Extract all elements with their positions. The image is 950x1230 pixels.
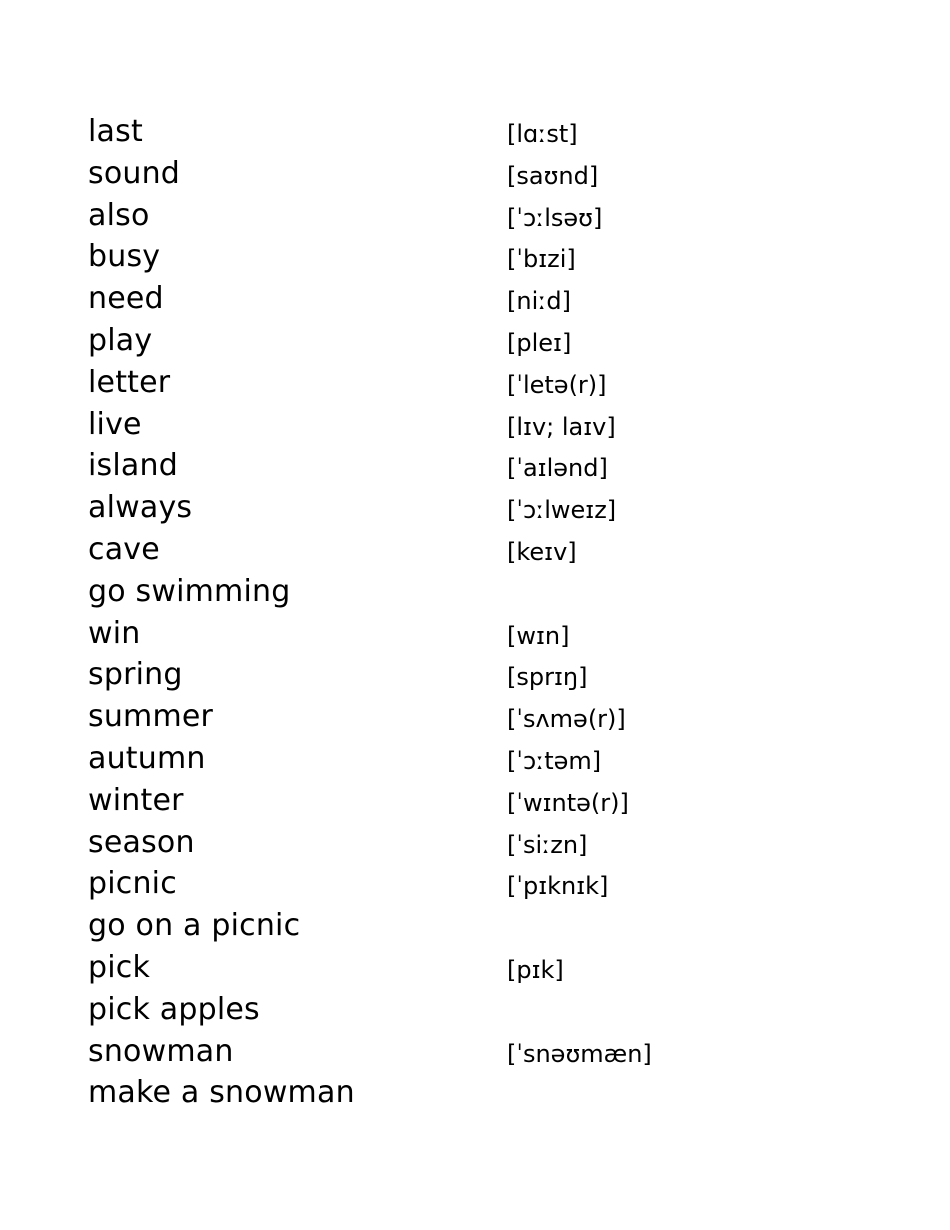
vocab-phonetic: [ˈbɪzi] <box>507 245 576 274</box>
vocab-word: island <box>88 448 178 484</box>
vocab-phonetic: [lɑːst] <box>507 120 578 148</box>
vocab-row <box>88 865 848 907</box>
vocab-word: season <box>88 824 195 860</box>
vocab-row <box>88 489 848 531</box>
vocab-row <box>88 907 848 949</box>
vocab-word: pick apples <box>88 991 260 1027</box>
vocab-word: autumn <box>88 740 206 776</box>
vocab-word: snowman <box>88 1033 234 1069</box>
vocab-phonetic: [pleɪ] <box>507 328 572 357</box>
vocab-phonetic: [ˈaɪlənd] <box>507 454 608 483</box>
vocab-word: go swimming <box>88 573 291 609</box>
vocab-word: busy <box>88 239 161 275</box>
vocab-row <box>88 113 848 155</box>
vocab-row <box>88 322 848 364</box>
vocab-word: need <box>88 281 164 317</box>
vocab-word: summer <box>88 699 214 735</box>
vocab-word: winter <box>88 782 184 818</box>
vocab-phonetic: [ˈpɪknɪk] <box>507 872 609 901</box>
vocab-row <box>88 364 848 406</box>
vocab-row <box>88 740 848 782</box>
vocabulary-list <box>88 113 848 1116</box>
vocab-phonetic: [ˈletə(r)] <box>507 370 607 399</box>
vocab-phonetic: [niːd] <box>507 287 571 316</box>
vocab-phonetic: [saʊnd] <box>507 161 599 190</box>
vocab-row <box>88 238 848 280</box>
vocab-row <box>88 615 848 657</box>
vocab-word: letter <box>88 364 171 400</box>
vocab-row <box>88 656 848 698</box>
vocab-phonetic: [ˈɔːlweɪz] <box>507 496 617 525</box>
vocab-row <box>88 155 848 197</box>
vocab-row <box>88 531 848 573</box>
vocab-word: picnic <box>88 866 177 902</box>
vocab-row <box>88 197 848 239</box>
vocab-word: spring <box>88 657 183 693</box>
vocab-word: win <box>88 615 141 651</box>
vocab-word: cave <box>88 531 160 567</box>
vocab-phonetic: [sprɪŋ] <box>507 663 588 692</box>
vocab-row <box>88 1074 848 1116</box>
vocab-phonetic: [pɪk] <box>507 955 564 984</box>
vocab-phonetic: [ˈsʌmə(r)] <box>507 705 626 734</box>
vocab-phonetic: [ˈsnəʊmæn] <box>507 1039 652 1068</box>
vocab-row <box>88 447 848 489</box>
vocab-word: sound <box>88 155 181 191</box>
vocab-row <box>88 698 848 740</box>
vocab-word: make a snowman <box>88 1075 355 1111</box>
vocab-row <box>88 280 848 322</box>
vocab-word: live <box>88 406 142 442</box>
vocab-row <box>88 406 848 448</box>
vocab-word: play <box>88 322 153 358</box>
vocab-word: always <box>88 490 193 526</box>
vocab-word: last <box>88 114 143 149</box>
vocab-row <box>88 824 848 866</box>
vocab-phonetic: [ˈsiːzn] <box>507 830 588 859</box>
vocab-row <box>88 949 848 991</box>
vocab-row <box>88 573 848 615</box>
vocab-phonetic: [keɪv] <box>507 537 577 566</box>
vocab-row <box>88 991 848 1033</box>
vocab-phonetic: [lɪv; laɪv] <box>507 412 616 441</box>
vocab-word: go on a picnic <box>88 908 301 944</box>
vocab-phonetic: [ˈɔːlsəʊ] <box>507 203 603 232</box>
vocab-row <box>88 1033 848 1075</box>
vocab-phonetic: [wɪn] <box>507 621 570 650</box>
vocab-phonetic: [ˈɔːtəm] <box>507 746 602 775</box>
vocab-word: pick <box>88 949 151 985</box>
vocab-word: also <box>88 197 150 233</box>
vocab-row <box>88 782 848 824</box>
vocab-phonetic: [ˈwɪntə(r)] <box>507 788 629 817</box>
